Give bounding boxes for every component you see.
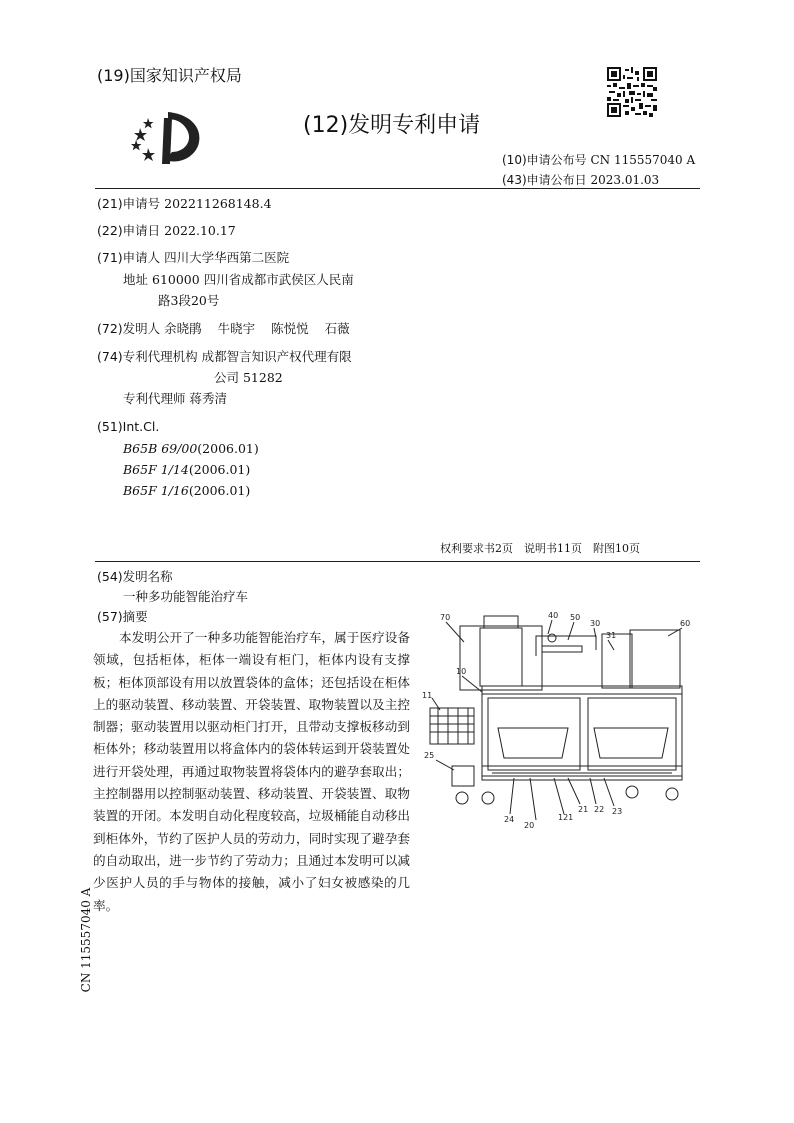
filing-date (97, 220, 236, 242)
pub-no-label: (10)申请公布号 (502, 153, 587, 167)
inventor-name: 石薇 (324, 321, 350, 336)
pub-date-label: (43)申请公布日 (502, 173, 587, 187)
figure-reference-label: 21 (578, 805, 589, 814)
filing-date-label: (22)申请日 (97, 223, 161, 238)
publication-date (502, 171, 659, 188)
top-cabinet-left (460, 626, 542, 690)
ipc-year: (2006.01) (188, 462, 251, 477)
figure-reference-label: 31 (606, 631, 617, 640)
cnipa-logo-icon (128, 108, 208, 168)
ipc-code: B65F 1/16 (123, 483, 189, 498)
agent-label: 专利代理师 (123, 391, 186, 406)
title-label: (54)发明名称 (97, 569, 173, 584)
invention-title: 一种多功能智能治疗车 (123, 589, 249, 604)
app-no-value: 202211268148.4 (164, 196, 272, 211)
figure-reference-label: 70 (440, 613, 451, 622)
agency-line-2: 公司 51282 (214, 370, 283, 385)
figure-reference-label: 50 (570, 613, 581, 622)
filing-date-value: 2022.10.17 (164, 223, 236, 238)
pub-date-value: 2023.01.03 (590, 173, 660, 187)
abstract-label: (57)摘要 (97, 609, 148, 624)
side-publication-number (74, 885, 98, 995)
address-line-2: 路3段20号 (158, 293, 220, 308)
app-no-label: (21)申请号 (97, 196, 161, 211)
abstract-text: 本发明公开了一种多功能智能治疗车，属于医疗设备领域，包括柜体，柜体一端设有柜门，柜体内设有支撑板；柜体顶部设有用以放置袋体的盒体；还包括设在柜体上的驱动装置、移动装置、开袋装置、取物装置以及主控制器；驱动装置用以驱动柜门打开，且带动支撑板移动到柜体外；移动装置用以将盒体内的袋体转运到开袋装置处进行开袋处理，再通过取物装置将袋体内的避孕套取出；主控制器用以控制驱动装置、移动装置、开袋装置、取物装置的开闭。本发明自动化程度较高，垃圾桶能自动移出到柜体外，节约了医护人员的劳动力，同时实现了避孕套的自动取出，进一步节约了劳动力；且通过本发明可以减少医护人员的手与物体的接触，减小了妇女被感染的几率。 (93, 630, 410, 913)
ipc-list (123, 438, 259, 501)
inventor-name: 余晓鹃 (164, 321, 202, 336)
figure-reference-label: 10 (456, 667, 467, 676)
top-cabinet-door (480, 628, 522, 686)
figure-reference-label: 22 (594, 805, 605, 814)
figure-reference-label: 24 (504, 815, 515, 824)
applicant-label: (71)申请人 (97, 250, 161, 265)
publication-number (502, 151, 695, 168)
applicant (97, 247, 289, 269)
inventors-label: (72)发明人 (97, 321, 161, 336)
bin-right (594, 728, 668, 758)
main-cabinet (482, 686, 682, 776)
inventors (97, 318, 350, 340)
page-counts: 权利要求书2页 说明书11页 附图10页 (440, 542, 640, 555)
side-number-text: CN 115557040 A (79, 887, 93, 993)
ipc-code: B65F 1/14 (123, 462, 189, 477)
patent-agency (97, 346, 352, 368)
wheel (482, 792, 494, 804)
box-31 (602, 634, 632, 688)
motor-25 (452, 766, 474, 786)
patent-agent (123, 388, 227, 410)
applicant-value: 四川大学华西第二医院 (164, 250, 290, 265)
ipc-code: B65B 69/00 (123, 441, 198, 456)
figure-reference-label: 25 (424, 751, 435, 760)
figure-reference-label: 40 (548, 611, 559, 620)
bin-left (498, 728, 568, 758)
address (123, 269, 354, 291)
figure-reference-label: 30 (590, 619, 601, 628)
arm-joint (548, 634, 556, 642)
abstract-figure (418, 606, 698, 836)
top-cabinet-right (630, 630, 680, 688)
figure-reference-label: 60 (680, 619, 691, 628)
agency-label: (74)专利代理机构 (97, 349, 198, 364)
int-cl-label: (51)Int.Cl. (97, 419, 160, 434)
compartment-right (588, 698, 676, 770)
qr-code-icon (607, 67, 657, 117)
ipc-entry (123, 480, 259, 501)
wheel (626, 786, 638, 798)
document-type: (12)发明专利申请 (303, 113, 481, 138)
section-divider (95, 561, 700, 562)
ipc-entry (123, 459, 259, 480)
trash-bin (430, 708, 474, 744)
address-line-1: 610000 四川省成都市武侯区人民南 (152, 272, 354, 287)
inventor-name: 陈悦悦 (271, 321, 309, 336)
ipc-entry (123, 438, 259, 459)
application-number (97, 193, 272, 215)
figure-reference-label: 20 (524, 821, 535, 830)
compartment-left (488, 698, 580, 770)
wheel (456, 792, 468, 804)
figure-reference-label: 121 (558, 813, 574, 822)
address-label: 地址 (123, 272, 149, 287)
arm-rail (542, 646, 582, 652)
pub-no-value: CN 115557040 A (590, 153, 696, 167)
figure-reference-label: 11 (422, 691, 433, 700)
inventor-name: 牛晓宇 (217, 321, 256, 336)
ipc-year: (2006.01) (188, 483, 251, 498)
header-divider (95, 188, 700, 189)
ipc-year: (2006.01) (197, 441, 259, 456)
agent-value: 蒋秀清 (189, 391, 228, 406)
figure-reference-label: 23 (612, 807, 623, 816)
office-name: (19)国家知识产权局 (97, 66, 242, 85)
agency-line-1: 成都智言知识产权代理有限 (201, 349, 352, 364)
wheel (666, 788, 678, 800)
